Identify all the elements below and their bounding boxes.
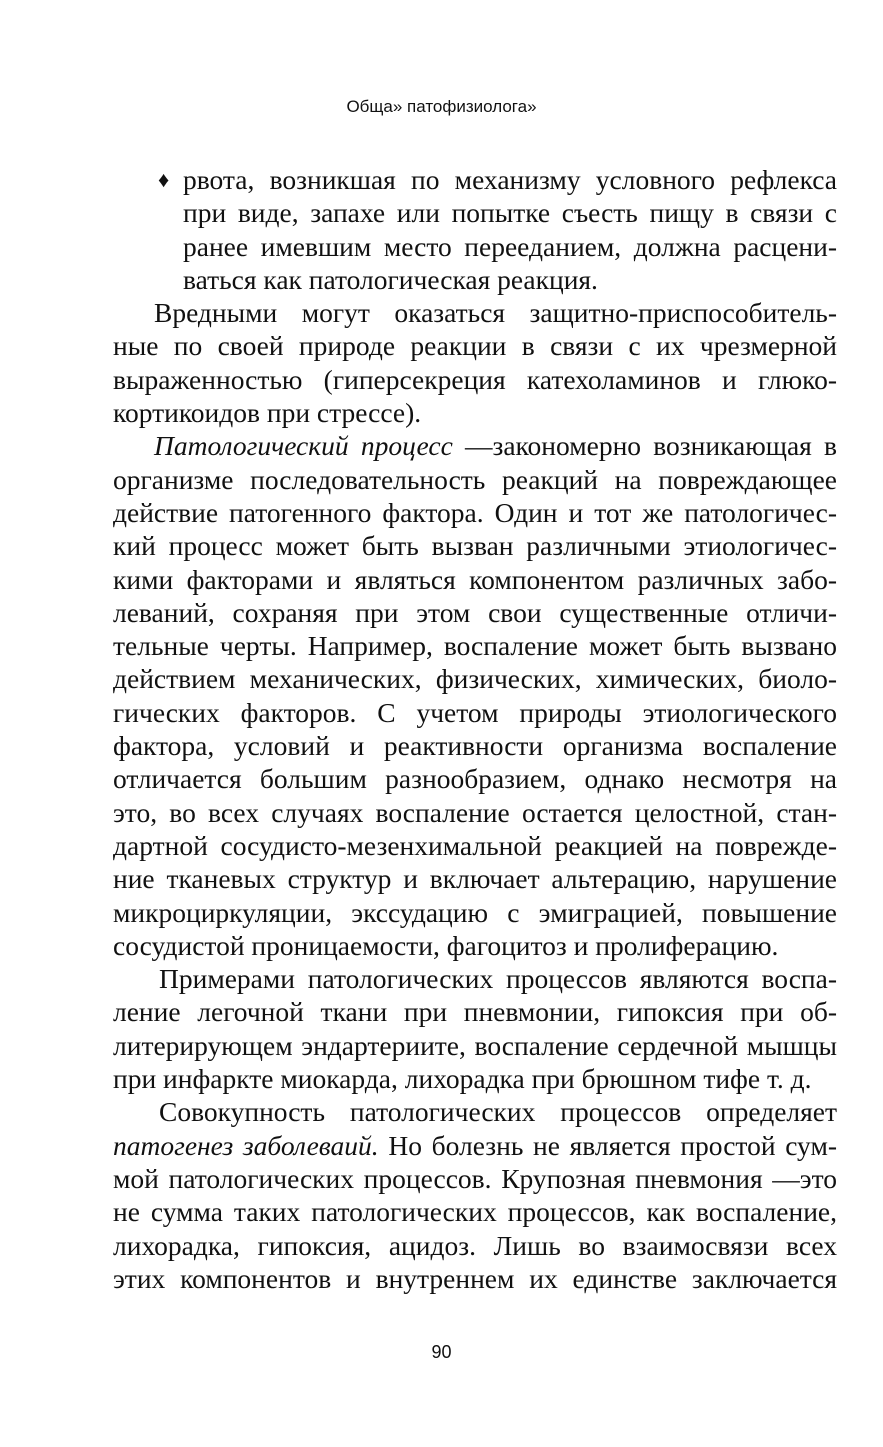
text-line: это, во всех случаях воспаление остается целостной, стан- bbox=[113, 796, 837, 828]
text-line: ные по своей природе реакции в связи с их чрезмерной bbox=[113, 330, 837, 362]
text-line: сосудистой проницаемости, фагоцитоз и пролиферацию. bbox=[113, 929, 779, 961]
text-fragment: —закономерно возникающая в bbox=[452, 430, 838, 462]
text-line: дартной сосудисто-мезенхимальной реакцией на поврежде- bbox=[113, 829, 837, 861]
paragraph bbox=[113, 1095, 837, 1295]
text-line: Примерами патологических процессов являются воспа- bbox=[159, 963, 837, 995]
text-line: мой патологических процессов. Крупозная пневмония —это bbox=[113, 1162, 837, 1194]
text-line: при инфаркте миокарда, лихорадка при брюшном тифе т. д. bbox=[113, 1063, 812, 1095]
diamond-bullet-icon: ♦ bbox=[158, 167, 170, 192]
text-line: рвота, возникшая по механизму условного рефлекса bbox=[183, 164, 837, 195]
text-line bbox=[113, 429, 837, 462]
text-line: гических факторов. С учетом природы этиологического bbox=[113, 696, 837, 728]
text-line: ление легочной ткани при пневмонии, гипоксия при об- bbox=[113, 996, 837, 1028]
text-line: литерирующем эндартериите, воспаление сердечной мышцы bbox=[113, 1029, 837, 1061]
text-line: действием механических, физических, химических, биоло- bbox=[113, 663, 837, 695]
text-line: при виде, запахе или попытке съесть пищу в связи с bbox=[183, 197, 837, 229]
text-line bbox=[113, 1129, 837, 1162]
text-line: этих компонентов и внутреннем их единстве заключается bbox=[113, 1262, 837, 1294]
text-line: не сумма таких патологических процессов, как воспаление, bbox=[113, 1196, 837, 1228]
text-line: кий процесс может быть вызван различными этиологичес- bbox=[113, 530, 837, 562]
text-line: леваний, сохраняя при этом свои существенные отличи- bbox=[113, 596, 837, 628]
text-fragment: Но болезнь не является простой сум- bbox=[378, 1129, 837, 1161]
text-line: действие патогенного фактора. Один и тот же патологичес- bbox=[113, 496, 837, 528]
text-line: отличается большим разнообразием, однако несмотря на bbox=[113, 763, 837, 795]
body-text bbox=[113, 163, 837, 1295]
paragraph bbox=[113, 962, 837, 1095]
text-line: лихорадка, гипоксия, ацидоз. Лишь во взаимосвязи всех bbox=[113, 1229, 837, 1261]
text-line: Совокупность патологических процессов определяет bbox=[159, 1096, 837, 1128]
text-line: кими факторами и являться компонентом различных забо- bbox=[113, 563, 837, 595]
text-line: кортикоидов при стрессе). bbox=[113, 397, 422, 429]
paragraph bbox=[113, 429, 837, 962]
text-line: фактора, условий и реактивности организма воспаление bbox=[113, 730, 837, 762]
text-line: тельные черты. Например, воспаление может быть вызвано bbox=[113, 630, 837, 662]
text-line: Вредными могут оказаться защитно-приспособитель- bbox=[154, 297, 837, 329]
paragraph bbox=[113, 296, 837, 429]
italic-term: патогенез заболеваий. bbox=[113, 1129, 379, 1161]
text-line: микроциркуляции, экссудацию с эмиграцией, повышение bbox=[113, 896, 837, 928]
text-line: организме последовательность реакций на повреждающее bbox=[113, 463, 837, 495]
running-header: Обща» патофизиолога» bbox=[346, 97, 537, 116]
text-line: ранее имевшим место перееданием, должна расцени- bbox=[183, 230, 837, 262]
text-line: ние тканевых структур и включает альтерацию, нарушение bbox=[113, 863, 837, 895]
text-line: ваться как патологическая реакция. bbox=[183, 263, 598, 295]
bullet-item bbox=[113, 163, 837, 296]
bullet-line bbox=[113, 163, 837, 196]
page-number: 90 bbox=[431, 1342, 452, 1362]
text-line: выраженностью (гиперсекреция катехоламинов и глюко- bbox=[113, 363, 837, 395]
italic-term: Патологический процесс bbox=[154, 430, 453, 462]
